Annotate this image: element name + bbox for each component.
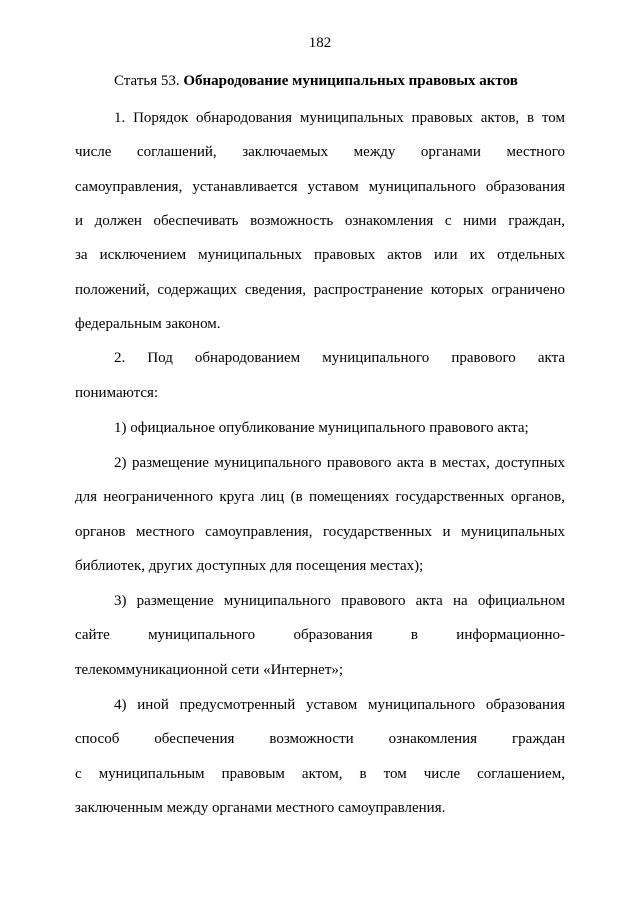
- list-item-4: 4) иной предусмотренный уставом муниципального образования: [114, 697, 565, 713]
- paragraph-line: способ обеспечения возможности ознакомления граждан: [75, 731, 565, 747]
- paragraph-line: понимаются:: [75, 385, 159, 401]
- paragraph-line: библиотек, других доступных для посещения местах);: [75, 558, 424, 574]
- paragraph-line: положений, содержащих сведения, распространение которых ограничено: [75, 282, 565, 298]
- article-heading: [114, 73, 518, 90]
- paragraph-line: федеральным законом.: [75, 316, 221, 332]
- list-item-1: 1) официальное опубликование муниципального правового акта;: [114, 420, 529, 436]
- paragraph-line: заключенным между органами местного самоуправления.: [75, 800, 446, 816]
- paragraph-line: сайте муниципального образования в информационно-: [75, 627, 565, 643]
- paragraph-line: числе соглашений, заключаемых между органами местного: [75, 144, 565, 160]
- paragraph-line: и должен обеспечивать возможность ознакомления с ними граждан,: [75, 213, 565, 229]
- article-prefix: Статья 53.: [114, 73, 180, 89]
- paragraph-line: с муниципальным правовым актом, в том числе соглашением,: [75, 766, 565, 782]
- paragraph-line: 2. Под обнародованием муниципального правового акта: [114, 350, 565, 366]
- page-number: 182: [308, 35, 332, 51]
- list-item-2: 2) размещение муниципального правового акта в местах, доступных: [114, 455, 565, 471]
- paragraph-line: органов местного самоуправления, государственных и муниципальных: [75, 524, 565, 540]
- paragraph-line: 1. Порядок обнародования муниципальных правовых актов, в том: [114, 110, 565, 126]
- paragraph-line: телекоммуникационной сети «Интернет»;: [75, 662, 344, 678]
- paragraph-line: самоуправления, устанавливается уставом муниципального образования: [75, 179, 565, 195]
- paragraph-line: за исключением муниципальных правовых актов или их отдельных: [75, 247, 565, 263]
- article-title: Обнародование муниципальных правовых актов: [183, 73, 518, 89]
- list-item-3: 3) размещение муниципального правового акта на официальном: [114, 593, 565, 609]
- paragraph-line: для неограниченного круга лиц (в помещениях государственных органов,: [75, 489, 565, 505]
